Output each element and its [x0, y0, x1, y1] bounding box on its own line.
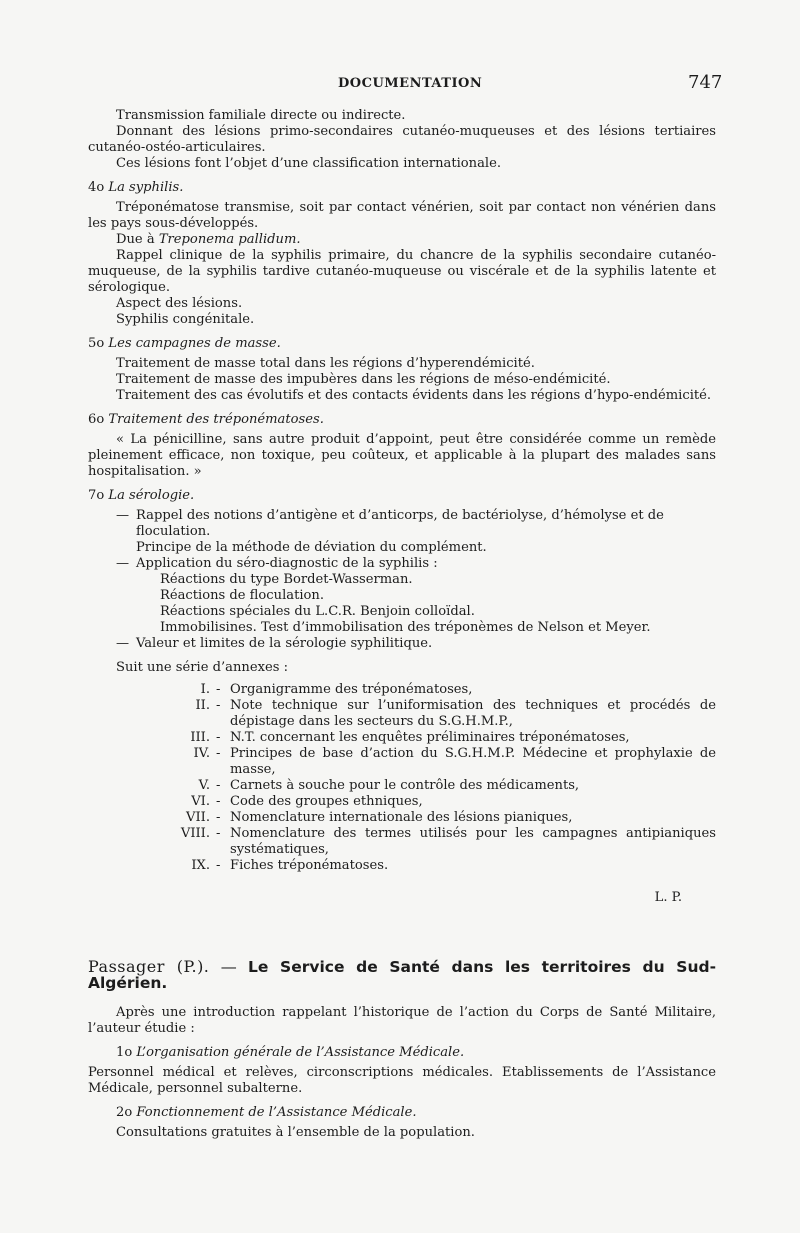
- section-heading: [88, 1105, 716, 1121]
- text-span: Due à: [116, 232, 159, 247]
- annex-text: Principes de base d’action du S.G.H.M.P. Médecine et prophylaxie de masse,: [230, 746, 716, 777]
- separator: [392, 944, 412, 945]
- section-title: La syphilis.: [108, 180, 184, 195]
- dash-item: — Application du séro-diagnostic de la syphilis :: [88, 556, 716, 572]
- section-title: La sérologie.: [108, 488, 195, 503]
- annex-text: Code des groupes ethniques,: [230, 794, 423, 809]
- sub-item: Immobilisines. Test d’immobilisation des tréponèmes de Nelson et Meyer.: [160, 620, 651, 635]
- annex-number: VI.: [191, 794, 210, 809]
- annex-number: IX.: [191, 858, 210, 873]
- annex-text: Organigramme des tréponématoses,: [230, 682, 473, 697]
- section-number: 1o: [116, 1045, 133, 1060]
- annex-text: Note technique sur l’uniformisation des techniques et procédés de dépistage dans les secteurs du S.G.H.M.P.,: [230, 698, 716, 729]
- annex-text: Nomenclature internationale des lésions pianiques,: [230, 810, 573, 825]
- annex-text: N.T. concernant les enquêtes préliminaires tréponématoses,: [230, 730, 630, 745]
- paragraph: Aspect des lésions.: [116, 296, 243, 311]
- annex-number: VII.: [186, 810, 210, 825]
- paragraph: [88, 232, 716, 248]
- paragraph: Ces lésions font l’objet d’une classification internationale.: [116, 156, 501, 171]
- sub-item: Réactions du type Bordet-Wasserman.: [160, 572, 413, 587]
- paragraph: Consultations gratuites à l’ensemble de la population.: [116, 1125, 475, 1140]
- dash-item: — Valeur et limites de la sérologie syphilitique.: [88, 636, 716, 652]
- annex-number: II.: [195, 698, 210, 713]
- annex-text: Nomenclature des termes utilisés pour les campagnes antipianiques systématiques,: [230, 826, 716, 857]
- annex-number: I.: [200, 682, 210, 697]
- annex-number: V.: [198, 778, 210, 793]
- paragraph: Après une introduction rappelant l’historique de l’action du Corps de Santé Militaire, l’auteur étudie :: [88, 1005, 716, 1036]
- paragraph: Transmission familiale directe ou indirecte.: [116, 108, 406, 123]
- section-title: Traitement des tréponématoses.: [108, 412, 324, 427]
- section-heading: [88, 412, 716, 428]
- annex-number: III.: [190, 730, 210, 745]
- article-title: Le Service de Santé dans les territoires du Sud-Algérien.: [88, 958, 717, 992]
- section-number: 5o: [88, 336, 105, 351]
- annex-item: VI. - Code des groupes ethniques,: [88, 794, 716, 810]
- dash-item-text: Application du séro-diagnostic de la syphilis :: [136, 556, 438, 571]
- paragraph: Rappel clinique de la syphilis primaire, du chancre de la syphilis secondaire cutanéo-muqueuse, de la syphilis tardive cutanéo-muqueuse ou viscérale et de la syphilis latente et sérologique.: [88, 248, 716, 295]
- quotation: « La pénicilline, sans autre produit d’appoint, peut être considérée comme un remède pleinement efficace, non toxique, peu coûteux, et applicable à la plupart des malades sans hospitalisation. »: [88, 432, 716, 479]
- paragraph: Traitement des cas évolutifs et des contacts évidents dans les régions d’hypo-endémicité.: [116, 388, 712, 403]
- annex-item: IV. - Principes de base d’action du S.G.H.M.P. Médecine et prophylaxie de masse,: [88, 746, 716, 778]
- annex-number: IV.: [193, 746, 210, 761]
- page-body: [88, 108, 716, 1141]
- page-number: 747: [688, 72, 723, 93]
- article-heading: Passager (P.). — Le Service de Santé dans les territoires du Sud-Algérien.: [88, 957, 717, 992]
- running-title: DOCUMENTATION: [338, 76, 483, 91]
- dash-item: — Rappel des notions d’antigène et d’anticorps, de bactériolyse, d’hémolyse et de floculation.: [88, 508, 716, 540]
- annex-item: II. - Note technique sur l’uniformisation des techniques et procédés de dépistage dans les secteurs du S.G.H.M.P.,: [88, 698, 716, 730]
- annex-item: V. - Carnets à souche pour le contrôle des médicaments,: [88, 778, 716, 794]
- section-heading: [88, 1045, 716, 1061]
- annex-item: VII. - Nomenclature internationale des lésions pianiques,: [88, 810, 716, 826]
- annex-item: IX. - Fiches tréponématoses.: [88, 858, 716, 874]
- sub-item: Réactions spéciales du L.C.R. Benjoin colloïdal.: [160, 604, 475, 619]
- paragraph: Traitement de masse des impubères dans les régions de méso-endémicité.: [116, 372, 611, 387]
- paragraph: Donnant des lésions primo-secondaires cutanéo-muqueuses et des lésions tertiaires cutanéo-ostéo-articulaires.: [88, 124, 716, 155]
- paragraph: Personnel médical et relèves, circonscriptions médicales. Etablissements de l’Assistance Médicale, personnel subalterne.: [88, 1065, 716, 1096]
- paragraph: Traitement de masse total dans les régions d’hyperendémicité.: [116, 356, 535, 371]
- annex-intro: Suit une série d’annexes :: [116, 660, 289, 675]
- sub-item: Réactions de floculation.: [160, 588, 324, 603]
- dash-item-text: Valeur et limites de la sérologie syphilitique.: [136, 636, 433, 651]
- dash-item-text: Rappel des notions d’antigène et d’anticorps, de bactériolyse, d’hémolyse et de floculation.: [136, 508, 664, 539]
- section-title: Fonctionnement de l’Assistance Médicale.: [136, 1105, 417, 1120]
- sub-item: Principe de la méthode de déviation du complément.: [136, 540, 487, 555]
- section-title: L’organisation générale de l’Assistance Médicale.: [136, 1045, 465, 1060]
- annex-number: VIII.: [180, 826, 210, 841]
- annex-item: I. - Organigramme des tréponématoses,: [88, 682, 716, 698]
- italic-text: Treponema pallidum.: [158, 232, 301, 247]
- annex-text: Fiches tréponématoses.: [230, 858, 389, 873]
- annex-item: VIII. - Nomenclature des termes utilisés pour les campagnes antipianiques systématiques,: [88, 826, 716, 858]
- section-heading: [88, 180, 716, 196]
- annex-item: III. - N.T. concernant les enquêtes préliminaires tréponématoses,: [88, 730, 716, 746]
- section-number: 2o: [116, 1105, 133, 1120]
- section-number: 4o: [88, 180, 105, 195]
- section-heading: [88, 336, 716, 352]
- paragraph: Tréponématose transmise, soit par contact vénérien, soit par contact non vénérien dans les pays sous-développés.: [88, 200, 716, 231]
- page-header: [0, 72, 800, 98]
- section-heading: [88, 488, 716, 504]
- section-number: 6o: [88, 412, 105, 427]
- section-title: Les campagnes de masse.: [108, 336, 281, 351]
- article-author: Passager (P.).: [88, 957, 210, 976]
- annex-text: Carnets à souche pour le contrôle des médicaments,: [230, 778, 580, 793]
- signature: L. P.: [654, 890, 682, 905]
- section-number: 7o: [88, 488, 105, 503]
- paragraph: Syphilis congénitale.: [116, 312, 255, 327]
